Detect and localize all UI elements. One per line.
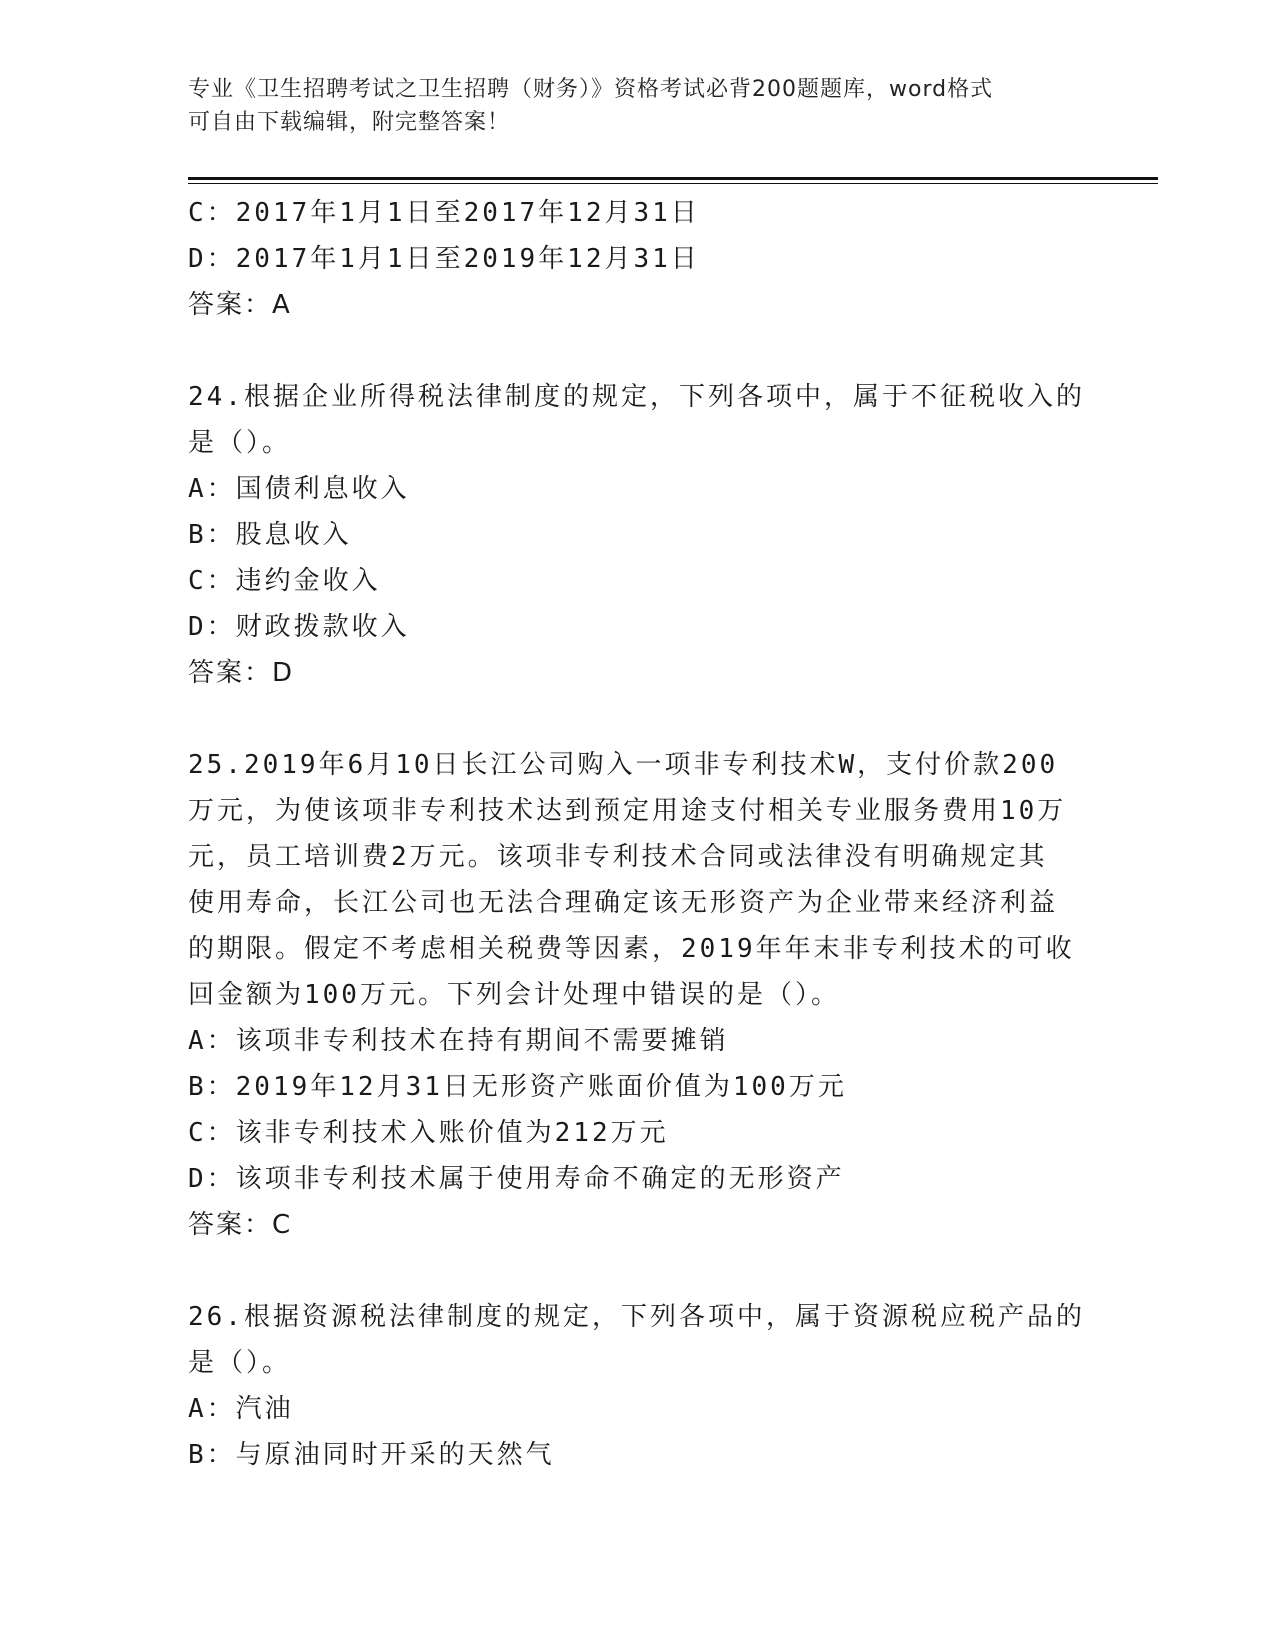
option-c: C：该非专利技术入账价值为212万元 [188, 1118, 669, 1148]
option-b: B：2019年12月31日无形资产账面价值为100万元 [188, 1072, 847, 1102]
question-stem: 25.2019年6月10日长江公司购入一项非专利技术W，支付价款200 [188, 750, 1059, 780]
option-a: A：汽油 [188, 1394, 294, 1424]
header-title-line-2: 可自由下载编辑，附完整答案！ [188, 110, 511, 135]
option-d: D：2017年1月1日至2019年12月31日 [188, 244, 700, 274]
spacer [188, 696, 1088, 742]
option-b: B：股息收入 [188, 520, 352, 550]
question-24 [188, 374, 1088, 696]
question-stem: 是（）。 [188, 1348, 292, 1378]
spacer [188, 1248, 1088, 1294]
question-25 [188, 742, 1088, 1248]
question-26 [188, 1294, 1088, 1478]
spacer [188, 328, 1088, 374]
question-stem: 24.根据企业所得税法律制度的规定，下列各项中，属于不征税收入的 [188, 382, 1085, 412]
question-stem: 使用寿命，长江公司也无法合理确定该无形资产为企业带来经济利益 [188, 888, 1059, 918]
answer: 答案：A [188, 290, 292, 320]
option-b: B：与原油同时开采的天然气 [188, 1440, 555, 1470]
answer: 答案：C [188, 1210, 293, 1240]
question-stem: 万元，为使该项非专利技术达到预定用途支付相关专业服务费用10万 [188, 796, 1067, 826]
option-d: D：财政拨款收入 [188, 612, 410, 642]
option-d: D：该项非专利技术属于使用寿命不确定的无形资产 [188, 1164, 845, 1194]
page-header [188, 73, 1088, 139]
document-body [188, 190, 1088, 1478]
question-23-tail [188, 190, 1088, 328]
question-stem: 是（）。 [188, 428, 292, 458]
question-stem: 的期限。假定不考虑相关税费等因素，2019年年末非专利技术的可收 [188, 934, 1075, 964]
header-divider-thick [188, 177, 1158, 180]
question-stem: 元，员工培训费2万元。该项非专利技术合同或法律没有明确规定其 [188, 842, 1048, 872]
header-divider-thin [188, 183, 1158, 184]
header-title-line-1: 专业《卫生招聘考试之卫生招聘（财务）》资格考试必背200题题库，word格式 [188, 77, 994, 102]
question-stem: 回金额为100万元。下列会计处理中错误的是（）。 [188, 980, 840, 1010]
option-c: C：2017年1月1日至2017年12月31日 [188, 198, 700, 228]
option-a: A：国债利息收入 [188, 474, 410, 504]
option-a: A：该项非专利技术在持有期间不需要摊销 [188, 1026, 729, 1056]
question-stem: 26.根据资源税法律制度的规定，下列各项中，属于资源税应税产品的 [188, 1302, 1085, 1332]
option-c: C：违约金收入 [188, 566, 381, 596]
answer: 答案：D [188, 658, 295, 688]
